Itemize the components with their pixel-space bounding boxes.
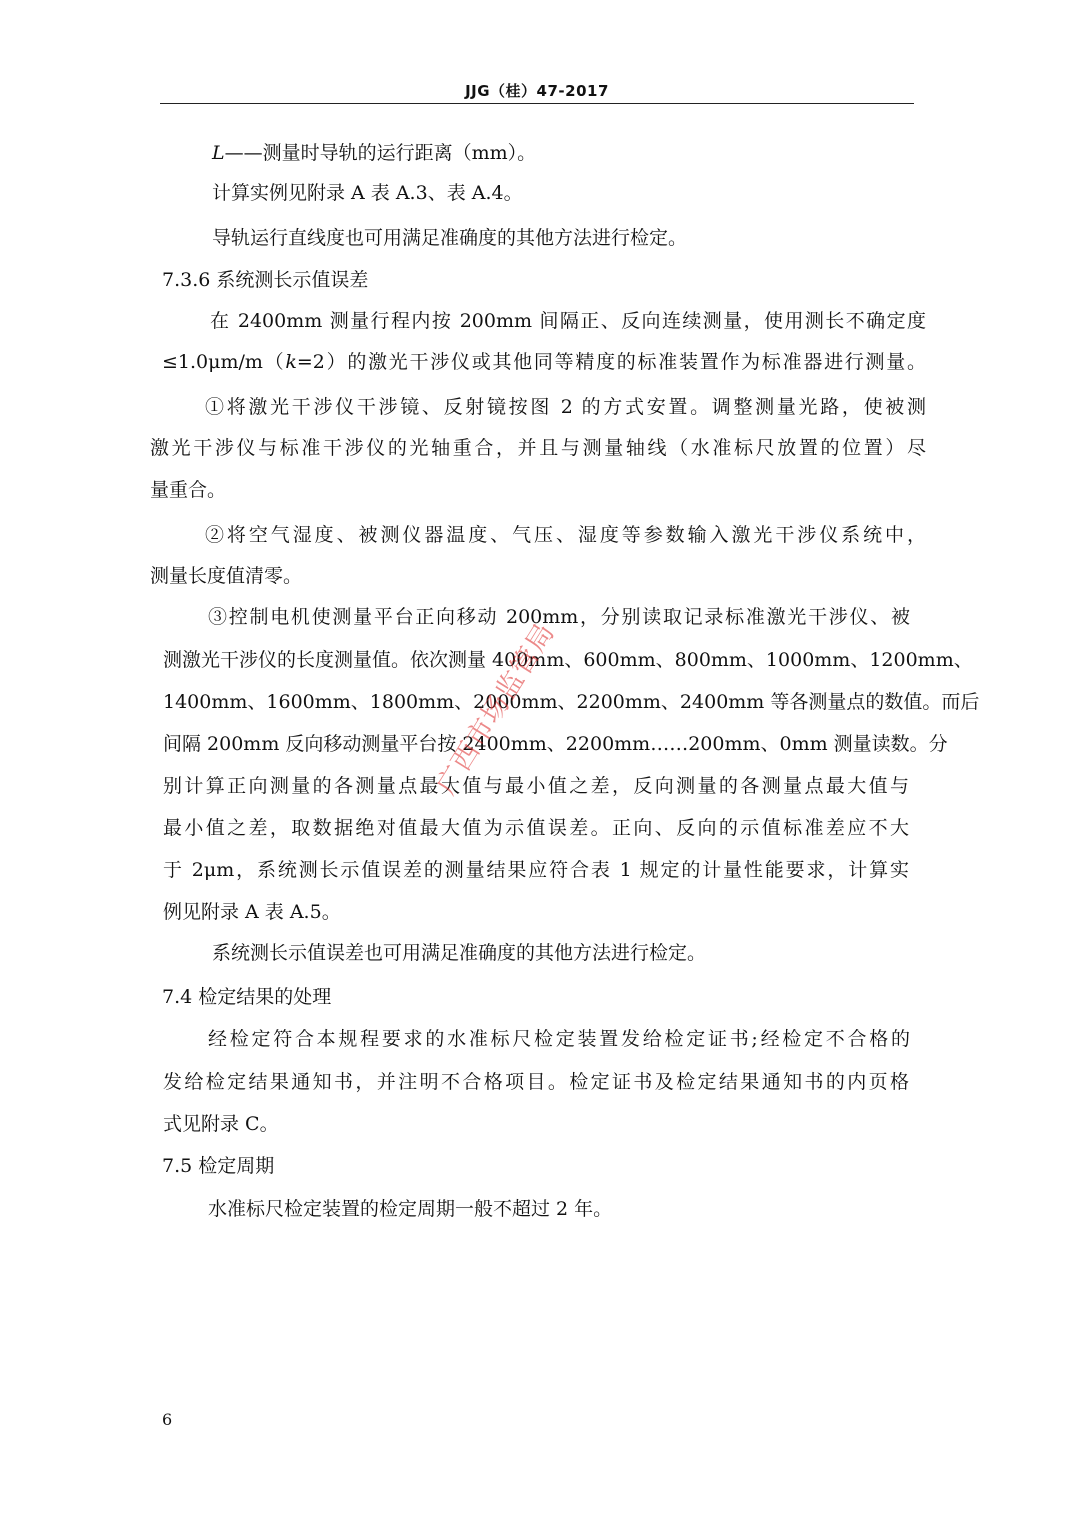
section-heading-7-4: 7.4 检定结果的处理	[162, 986, 332, 1008]
paragraph-line: 别计算正向测量的各测量点最大值与最小值之差，反向测量的各测量点最大值与	[163, 775, 909, 797]
paragraph-line: 间隔 200mm 反向移动测量平台按 2400mm、2200mm……200mm、0mm 测量读数。分	[163, 733, 948, 755]
paragraph-line: 激光干涉仪与标准干涉仪的光轴重合，并且与测量轴线（水准标尺放置的位置）尽	[150, 437, 926, 459]
paragraph-line: 量重合。	[150, 479, 227, 501]
paragraph-line: ②将空气湿度、被测仪器温度、气压、湿度等参数输入激光干涉仪系统中，	[205, 524, 926, 546]
running-header: JJG（桂）47-2017	[465, 82, 609, 100]
section-heading-7-3-6: 7.3.6 系统测长示值误差	[162, 269, 369, 291]
paragraph-line: 水准标尺检定装置的检定周期一般不超过 2 年。	[208, 1198, 613, 1220]
paragraph-line: 系统测长示值误差也可用满足准确度的其他方法进行检定。	[212, 942, 707, 964]
paragraph-line: 1400mm、1600mm、1800mm、2000mm、2200mm、2400mm 等各测量点的数值。而后	[163, 691, 980, 713]
paragraph-line: 于 2μm，系统测长示值误差的测量结果应符合表 1 规定的计量性能要求，计算实	[163, 859, 909, 881]
variable-definition	[212, 140, 536, 166]
paragraph-line: 式见附录 C。	[163, 1113, 279, 1135]
section-heading-7-5: 7.5 检定周期	[162, 1155, 275, 1177]
paragraph-line: 发给检定结果通知书，并注明不合格项目。检定证书及检定结果通知书的内页格	[163, 1071, 909, 1093]
example-reference: 计算实例见附录 A 表 A.3、表 A.4。	[212, 182, 523, 204]
paragraph-line: 测量长度值清零。	[150, 565, 303, 587]
paragraph-line: 例见附录 A 表 A.5。	[163, 901, 341, 923]
watermark: 广西市场监管局	[430, 617, 562, 801]
paragraph-line: 经检定符合本规程要求的水准标尺检定装置发给检定证书;经检定不合格的	[208, 1028, 910, 1050]
coverage-factor-symbol: k	[285, 351, 297, 373]
paragraph-line: 在 2400mm 测量行程内按 200mm 间隔正、反向连续测量，使用测长不确定度	[210, 310, 926, 332]
paragraph-line: 最小值之差，取数据绝对值最大值为示值误差。正向、反向的示值标准差应不大	[163, 817, 909, 839]
paragraph-line	[162, 349, 926, 375]
paragraph-line: ①将激光干涉仪干涉镜、反射镜按图 2 的方式安置。调整测量光路，使被测	[205, 396, 926, 418]
variable-symbol: L	[212, 142, 225, 164]
uncertainty-text-rest: =2）的激光干涉仪或其他同等精度的标准装置作为标准器进行测量。	[296, 351, 926, 373]
page-number: 6	[162, 1410, 173, 1429]
uncertainty-text: ≤1.0μm/m（	[162, 351, 286, 373]
paragraph-line: 测激光干涉仪的长度测量值。依次测量 400mm、600mm、800mm、1000mm、1200mm、	[163, 649, 973, 671]
header-rule	[160, 103, 914, 104]
variable-description: ——测量时导轨的运行距离（mm）。	[224, 142, 537, 164]
paragraph-line: ③控制电机使测量平台正向移动 200mm，分别读取记录标准激光干涉仪、被	[208, 606, 910, 628]
alternative-method-note: 导轨运行直线度也可用满足准确度的其他方法进行检定。	[212, 227, 688, 249]
